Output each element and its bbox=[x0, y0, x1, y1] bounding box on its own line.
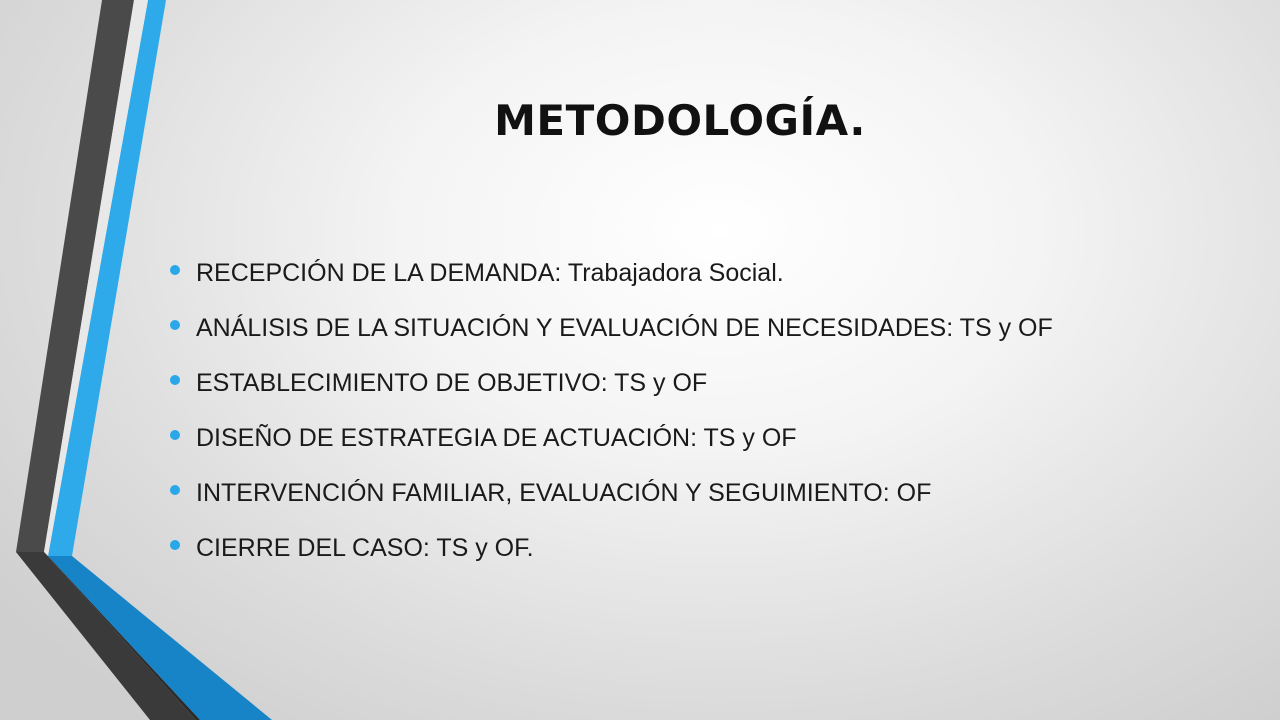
bullet-text: INTERVENCIÓN FAMILIAR, EVALUACIÓN Y SEGUIMIENTO: OF bbox=[196, 479, 932, 507]
bullet-list bbox=[170, 252, 1230, 582]
bullet-dot-icon bbox=[170, 320, 180, 330]
bullet-text: DISEÑO DE ESTRATEGIA DE ACTUACIÓN: TS y OF bbox=[196, 424, 797, 452]
bullet-item-closure bbox=[170, 527, 1230, 582]
bullet-dot-icon bbox=[170, 265, 180, 275]
bullet-text: RECEPCIÓN DE LA DEMANDA: Trabajadora Social. bbox=[196, 259, 784, 287]
bullet-item-objective bbox=[170, 362, 1230, 417]
bullet-dot-icon bbox=[170, 485, 180, 495]
slide-title: METODOLOGÍA. bbox=[494, 96, 866, 145]
bullet-text: ESTABLECIMIENTO DE OBJETIVO: TS y OF bbox=[196, 369, 708, 397]
bullet-dot-icon bbox=[170, 540, 180, 550]
bullet-text: ANÁLISIS DE LA SITUACIÓN Y EVALUACIÓN DE NECESIDADES: TS y OF bbox=[196, 314, 1053, 342]
bullet-dot-icon bbox=[170, 430, 180, 440]
bullet-item-reception bbox=[170, 252, 1230, 307]
bullet-item-strategy bbox=[170, 417, 1230, 472]
bullet-item-analysis bbox=[170, 307, 1230, 362]
bullet-dot-icon bbox=[170, 375, 180, 385]
bullet-item-intervention bbox=[170, 472, 1230, 527]
bullet-text: CIERRE DEL CASO: TS y OF. bbox=[196, 534, 534, 562]
